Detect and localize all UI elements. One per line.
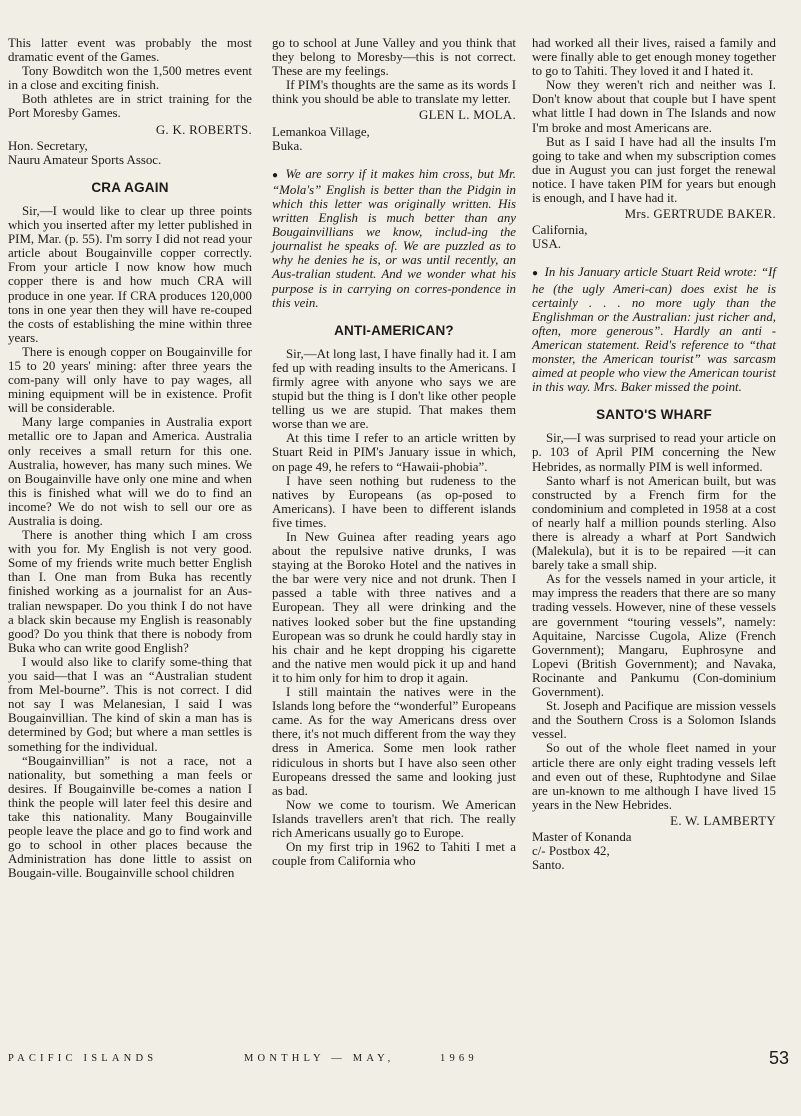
letter-signature: Mrs. GERTRUDE BAKER. <box>624 207 776 222</box>
bullet-icon: ● <box>272 169 280 181</box>
editor-note-text: In his January article Stuart Reid wrote: “If he (the ugly Ameri-can) does exist he is certainly . . . no more ugly than the Englishman or the Australian: just richer and, often, more generous”. Hardly an anti - American statement. Reid's reference to “that monster, the American tourist” was sarcasm aimed at people who view the American tourist in this way. Mrs. Baker missed the point. <box>532 265 776 395</box>
address-line: Santo. <box>532 858 565 873</box>
bullet-icon: ● <box>532 268 539 280</box>
paragraph: I would also like to clarify some-thing that you said—that I was an “Australian student from Mel-bourne”. This is not correct. I did not say I was Melanesian, I said I was Bougainvillian. The kind of skin a man has is determined by God; but where a man settles is something for the individual. <box>8 654 252 754</box>
letter-signature: G. K. ROBERTS. <box>155 122 252 137</box>
paragraph: “Bougainvillian” is not a race, not a nationality, but something a man feels or desires. If Bougainville be-comes a nation I think the people will later feel this desire and take this nationality. Many Bougainville people leave the place and go to find work and go to school in other places because the Administration has done little to assist on Bougain-ville. Bougainville school children <box>8 753 252 881</box>
editor-note-text: We are sorry if it makes him cross, but Mr. “Mola's” English is better than the Pidgin in which this letter was originally written. His written English is much better than any Bougainvillians we know, includ-ing the journalist he speaks of. We are puzzled as to why he denies he is, or was until recently, an Aus-tralian student. And we wonder what his purpose is in carrying on corres-pondence in this vein. <box>272 166 516 310</box>
paragraph: Now they weren't rich and neither was I. Don't know about that couple but I have spent what little I had down in The Islands and now I'm broke and most Americans are. <box>532 78 776 135</box>
column-2 <box>272 36 516 868</box>
paragraph: On my first trip in 1962 to Tahiti I met a couple from California who <box>272 840 516 869</box>
paragraph: There is another thing which I am cross with you for. My English is not very good. Some of my friends write much better English than I. One man from Buka has recently finished working as a journalist for an Aus-tralian newspaper. Do you think I do not have a black skin because my English is reasonably good? Do you think that there is nobody from Buka who can write good English? <box>8 528 252 655</box>
address-line: Buka. <box>272 138 303 153</box>
paragraph: Sir,—At long last, I have finally had it. I am fed up with reading insults to the Americans. I firmly agree with anyone who says we are stupid but the thing is I don't like other people telling us we are stupid. That makes them worse than we are. <box>272 346 516 432</box>
address-line: USA. <box>532 237 562 252</box>
paragraph: If PIM's thoughts are the same as its words I think you should be able to translate my letter. <box>272 78 516 107</box>
paragraph: Many large companies in Australia export metallic ore to Japan and America. Australia only receives a small return for this one. Australia, however, has many such mines. We on Bougainville have only one mine and when this is finished what will we do to find an income? We do not wish to sell our ore as Australia is doing. <box>8 415 252 528</box>
signature-address <box>532 830 776 872</box>
paragraph: I have seen nothing but rudeness to the natives by Europeans (as op-posed to Americans). I have been to different islands five times. <box>272 473 516 530</box>
paragraph: go to school at June Valley and you think that they belong to Moresby—this is not correct. These are my feelings. <box>272 36 516 79</box>
letter-signature: GLEN L. MOLA. <box>419 108 516 123</box>
paragraph: This latter event was probably the most dramatic event of the Games. <box>8 36 252 65</box>
signature-address <box>8 139 252 167</box>
section-heading: ANTI-AMERICAN? <box>334 322 454 338</box>
paragraph: Both athletes are in strict training for the Port Moresby Games. <box>8 92 252 121</box>
footer-year: 1969 <box>440 1053 478 1064</box>
paragraph: Sir,—I was surprised to read your article on p. 103 of April PIM concerning the New Hebrides, as normally PIM is well informed. <box>532 431 776 474</box>
paragraph: Sir,—I would like to clear up three points which you inserted after my letter published in PIM, Mar. (p. 55). I'm sorry I did not read your article about Bougainville copper correctly. From your article I now know how much copper there is and how much CRA will produce in one year. If CRA produces 120,000 tons in one year then they will have re-couped the costs of establishing the mine within three years. <box>8 203 252 345</box>
paragraph: St. Joseph and Pacifique are mission vessels and the Southern Cross is a Solomon Islands vessel. <box>532 699 776 742</box>
section-heading: CRA AGAIN <box>91 179 169 195</box>
paragraph: I still maintain the natives were in the Islands long before the “wonderful” Europeans came. As for the way Americans dress over there, it's not much different from the way they dress in America. Some men look rather ridiculous in shorts but I have also seen other Europeans dressed the same and looking just as bad. <box>272 685 516 798</box>
address-line: Nauru Amateur Sports Assoc. <box>8 152 162 167</box>
footer-issue: MONTHLY — MAY, <box>244 1053 395 1064</box>
paragraph: So out of the whole fleet named in your article there are only eight trading vessels left and even out of these, Ruphtodyne and Silae are un-known to me although I have lived 15 years in the New Hebrides. <box>532 741 776 812</box>
address-line: c/- Postbox 42, <box>532 844 610 859</box>
paragraph: In New Guinea after reading years ago about the repulsive native drunks, I was staying at the Boroko Hotel and the natives in the bar were very nice and not drunk. Then I passed a table with three natives and a European. They all were drinking and the natives looked sober but the fine upstanding European was so drunk he could hardly stay in his chair and he kept dropping his cigarette and the native men would pick it up and hand it to him only for him to drop it again. <box>272 530 516 685</box>
paragraph: Tony Bowditch won the 1,500 metres event in a close and exciting finish. <box>8 64 252 93</box>
editor-note <box>532 265 776 394</box>
footer-publication: PACIFIC ISLANDS <box>8 1053 158 1064</box>
editor-note <box>272 167 516 310</box>
paragraph: Santo wharf is not American built, but was constructed by a French firm for the condominium and completed in 1958 at a cost of nearly half a million pounds sterling. Also there is already a wharf at Port Sandwich (Malekula), but it is to be repaired —it can barely take a small ship. <box>532 473 776 573</box>
page-number: 53 <box>768 1048 789 1068</box>
column-3 <box>532 36 776 872</box>
address-line: Hon. Secretary, <box>8 138 88 153</box>
paragraph: Now we come to tourism. We American Islands travellers aren't that rich. The really rich Americans usually go to Europe. <box>272 797 516 840</box>
signature-address <box>272 125 516 153</box>
address-line: Master of Konanda <box>532 829 632 844</box>
paragraph: But as I said I have had all the insults I'm going to take and when my subscription comes due in August you can just forget the renewal notice. I have taken PIM for years but enough is enough, and I have had it. <box>532 134 776 206</box>
paragraph: At this time I refer to an article written by Stuart Reid in PIM's January issue in which, on page 49, he refers to “Hawaii-phobia”. <box>272 431 516 474</box>
signature-address <box>532 223 776 251</box>
paragraph: There is enough copper on Bougainville for 15 to 20 years' mining: after three years the com-pany will only have to pay wages, all mining equipment will be in existence. Profit will be considerable. <box>8 344 252 416</box>
letter-signature: E. W. LAMBERTY <box>670 813 776 828</box>
paragraph: had worked all their lives, raised a family and were finally able to get enough money together to go to Tahiti. They loved it and I hated it. <box>532 36 776 79</box>
address-line: California, <box>532 223 588 238</box>
section-heading: SANTO'S WHARF <box>596 407 712 423</box>
column-1 <box>8 36 252 880</box>
paragraph: As for the vessels named in your article, it may impress the readers that there are so many trading vessels. However, nine of these vessels are government “touring vessels”, namely: Aquitaine, Narcisse Cugola, Alize (French Government); Mangaru, Euphrosyne and Lopevi (British Government); and Navaka, Rocinante and Pankumu (Con-dominium Government). <box>532 572 776 700</box>
address-line: Lemankoa Village, <box>272 124 370 139</box>
